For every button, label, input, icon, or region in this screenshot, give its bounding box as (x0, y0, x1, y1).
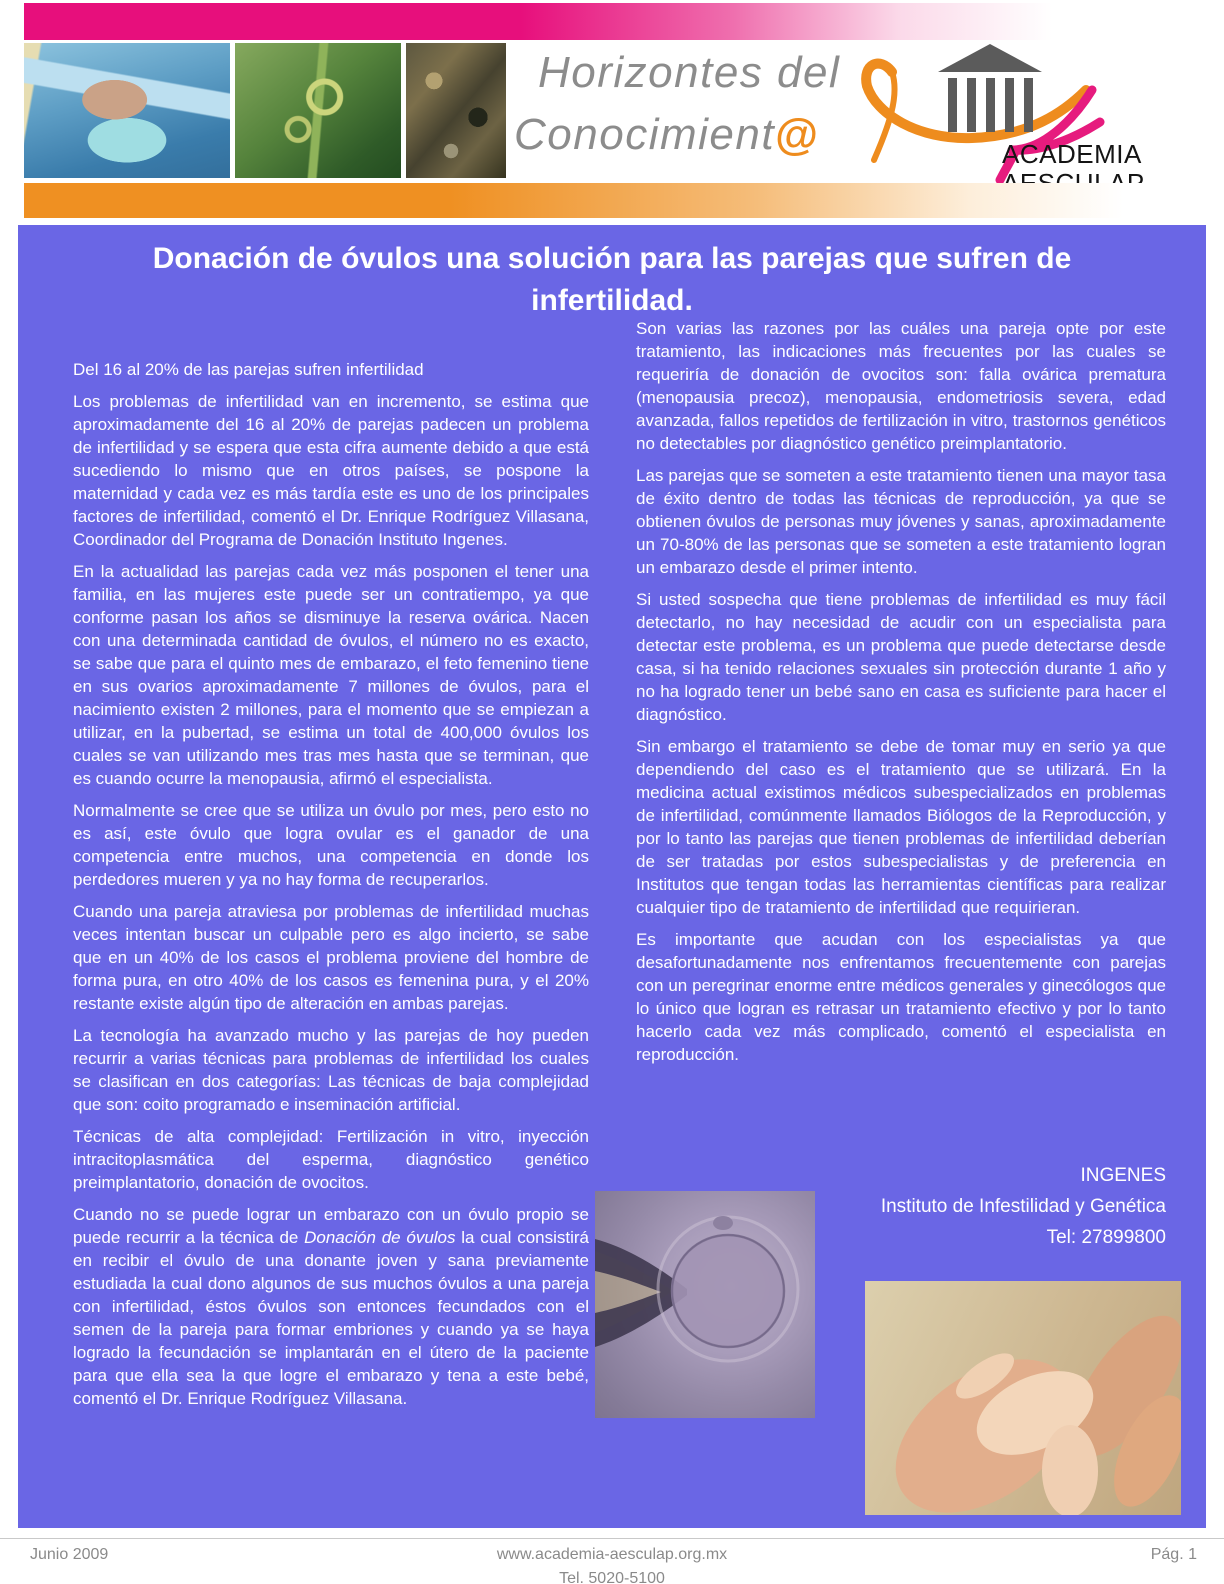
article-title (18, 238, 1206, 322)
paragraph: Cuando no se puede lograr un embarazo con un óvulo propio se puede recurrir a la técnica de Donación de óvulos la cual consistirá en recibir el óvulo de una donante joven y sana previamente estudiada la cual dono algunos de sus muchos óvulos a una pareja con infertilidad, éstos óvulos son entonces fecundados con el semen de la pareja para formar embriones y cuando ya se haya logrado la fecundación se implantarán en el útero de la paciente para que ella sea la que logre el embarazo y tena a este bebé, comentó el Dr. Enrique Rodríguez Villasana. (73, 1205, 590, 1408)
header-magenta-gradient-bar (24, 3, 1206, 40)
header-photo-strip (24, 43, 506, 178)
paragraph: Los problemas de infertilidad van en incremento, se estima que aproximadamente del 16 al 20% de parejas padecen un problema de infertilidad y se espera que esta cifra aumente debido a que está sucediendo lo mismo que en otros países, se pospone la maternidad y cada vez es más tardía este es uno de los principales factores de infertilidad, comentó el Dr. Enrique Rodríguez Villasana, Coordinador del Programa de Donación Instituto Ingenes. (73, 392, 589, 549)
paragraph: Sin embargo el tratamiento se debe de tomar muy en serio ya que dependiendo del caso es el tratamiento que se utilizará. En la medicina actual existimos médicos subespecializados en problemas de infertilidad, comúnmente llamados Biólogos de la Reproducción, y por lo tanto las parejas que tienen problemas de infertilidad deberían de ser tratadas por estos subespecialistas y de preferencia en Institutos que tengan todas las herramientas científicas para realizar cualquier tipo de tratamiento de infertilidad que requirieran. (636, 737, 1166, 917)
contact-institute-name: Instituto de Infestilidad y Genética (880, 1196, 1166, 1217)
classic-painting-photo (406, 43, 506, 178)
paragraph: Es importante que acudan con los especialistas ya que desafortunadamente nos enfrentamos frecuentemente con parejas con un peregrinar enorme entre médicos generales y ginecólogos que lo único que logran es retrasar un tratamiento efectivo y por lo tanto hacerlo cada vez más complicado, comentó el especialista en reproducción. (636, 930, 1166, 1064)
paragraph: La tecnología ha avanzado mucho y las parejas de hoy pueden recurrir a varias técnicas para problemas de infertilidad los cuales se clasifican en dos categorías: Las técnicas de baja complejidad que son: coito programado e inseminación artificial. (73, 1026, 589, 1114)
paragraph: En la actualidad las parejas cada vez más posponen el tener una familia, en las mujeres este puede ser un contratiempo, ya que conforme pasan los años se disminuye la reserva ovárica. Nacen con una determinada cantidad de óvulos, el número no es exacto, se sabe que para el quinto mes de embarazo, el feto femenino tiene en sus ovarios aproximadamente 7 millones de óvulos, para el nacimiento existen 2 millones, para el momento que se empiezan a utilizar, en la pubertad, se estima un total de 400,000 óvulos los cuales se van utilizando mes tras mes hasta que se terminan, que es cuando ocurre la menopausia, afirmó el especialista. (73, 562, 589, 788)
logo-line1: ACADEMIA (1002, 139, 1142, 169)
footer-divider (0, 1538, 1224, 1539)
temple-icon (938, 44, 1042, 132)
paragraph: Si usted sospecha que tiene problemas de infertilidad es muy fácil detectarlo, no hay necesidad de acudir con un especialista para detectar este problema, es un problema que puede detectarse desde casa, si ha tenido relaciones sexuales sin protección durante 1 año y no ha logrado tener un bebé sano en casa es suficiente para hacer el diagnóstico. (636, 590, 1166, 724)
contact-institute-acronym: INGENES (1080, 1165, 1166, 1186)
article-title-line2: infertilidad. (531, 284, 693, 317)
wordmark-line2: Conocimient@ (514, 110, 820, 159)
footer-phone: Tel. 5020-5100 (559, 1570, 665, 1584)
fern-frond-photo (235, 43, 401, 178)
header-orange-gradient-bar (24, 183, 1206, 218)
article-panel (18, 225, 1206, 1528)
footer-date: Junio 2009 (30, 1546, 109, 1563)
at-sign-flourish-icon: @ (775, 110, 820, 159)
article-title-line1: Donación de óvulos una solución para las parejas que sufren de (152, 242, 1072, 275)
paragraph: Las parejas que se someten a este tratamiento tienen una mayor tasa de éxito dentro de todas las técnicas de reproducción, ya que se obtienen óvulos de personas muy jóvenes y sanas, aproximadamente un 70-80% de las personas que se someten a este tratamiento logran un embarazo desde el primer intento. (636, 466, 1166, 577)
right-column (636, 317, 1166, 1075)
contact-phone: Tel: 27899800 (1046, 1227, 1166, 1248)
footer-page-number: Pág. 1 (1150, 1546, 1197, 1563)
footer-website: www.academia-aesculap.org.mx (496, 1546, 728, 1563)
paragraph: Son varias las razones por las cuáles una pareja opte por este tratamiento, las indicaciones más frecuentes por las cuales se requeriría de donación de ovocitos son: falla ovárica prematura (menopausia precoz), menopausia, endometriosis severa, edad avanzada, fallos repetidos de fertilización in vitro, trastornos genéticos no detectables por diagnóstico genético preimplantatorio. (636, 319, 1166, 453)
paragraph: Normalmente se cree que se utiliza un óvulo por mes, pero esto no es así, este óvulo que logra ovular es el ganador de una competencia entre muchos, una competencia en donde los perdedores mueren y ya no hay forma de recuperarlos. (73, 801, 589, 889)
contact-block (881, 1160, 1166, 1253)
left-column (73, 358, 589, 1419)
paragraph: Técnicas de alta complejidad: Fertilización in vitro, inyección intracitoplasmática del esperma, diagnóstico genético preimplantatorio, donación de ovocitos. (73, 1127, 589, 1192)
surgery-photo (24, 43, 230, 178)
adult-and-child-hands-photo (865, 1281, 1181, 1515)
paragraph: Del 16 al 20% de las parejas sufren infertilidad (73, 360, 424, 379)
wordmark-line1: Horizontes del (538, 48, 841, 97)
paragraph: Cuando una pareja atraviesa por problemas de infertilidad muchas veces intentan buscar un culpable pero es algo incierto, se sabe que en un 40% de los casos el problema proviene del hombre de forma pura, en otro 40% de los casos es femenina pura, y el 20% restante existe algún tipo de alteración en ambas parejas. (73, 902, 589, 1013)
embryo-microinjection-photo (595, 1191, 815, 1418)
